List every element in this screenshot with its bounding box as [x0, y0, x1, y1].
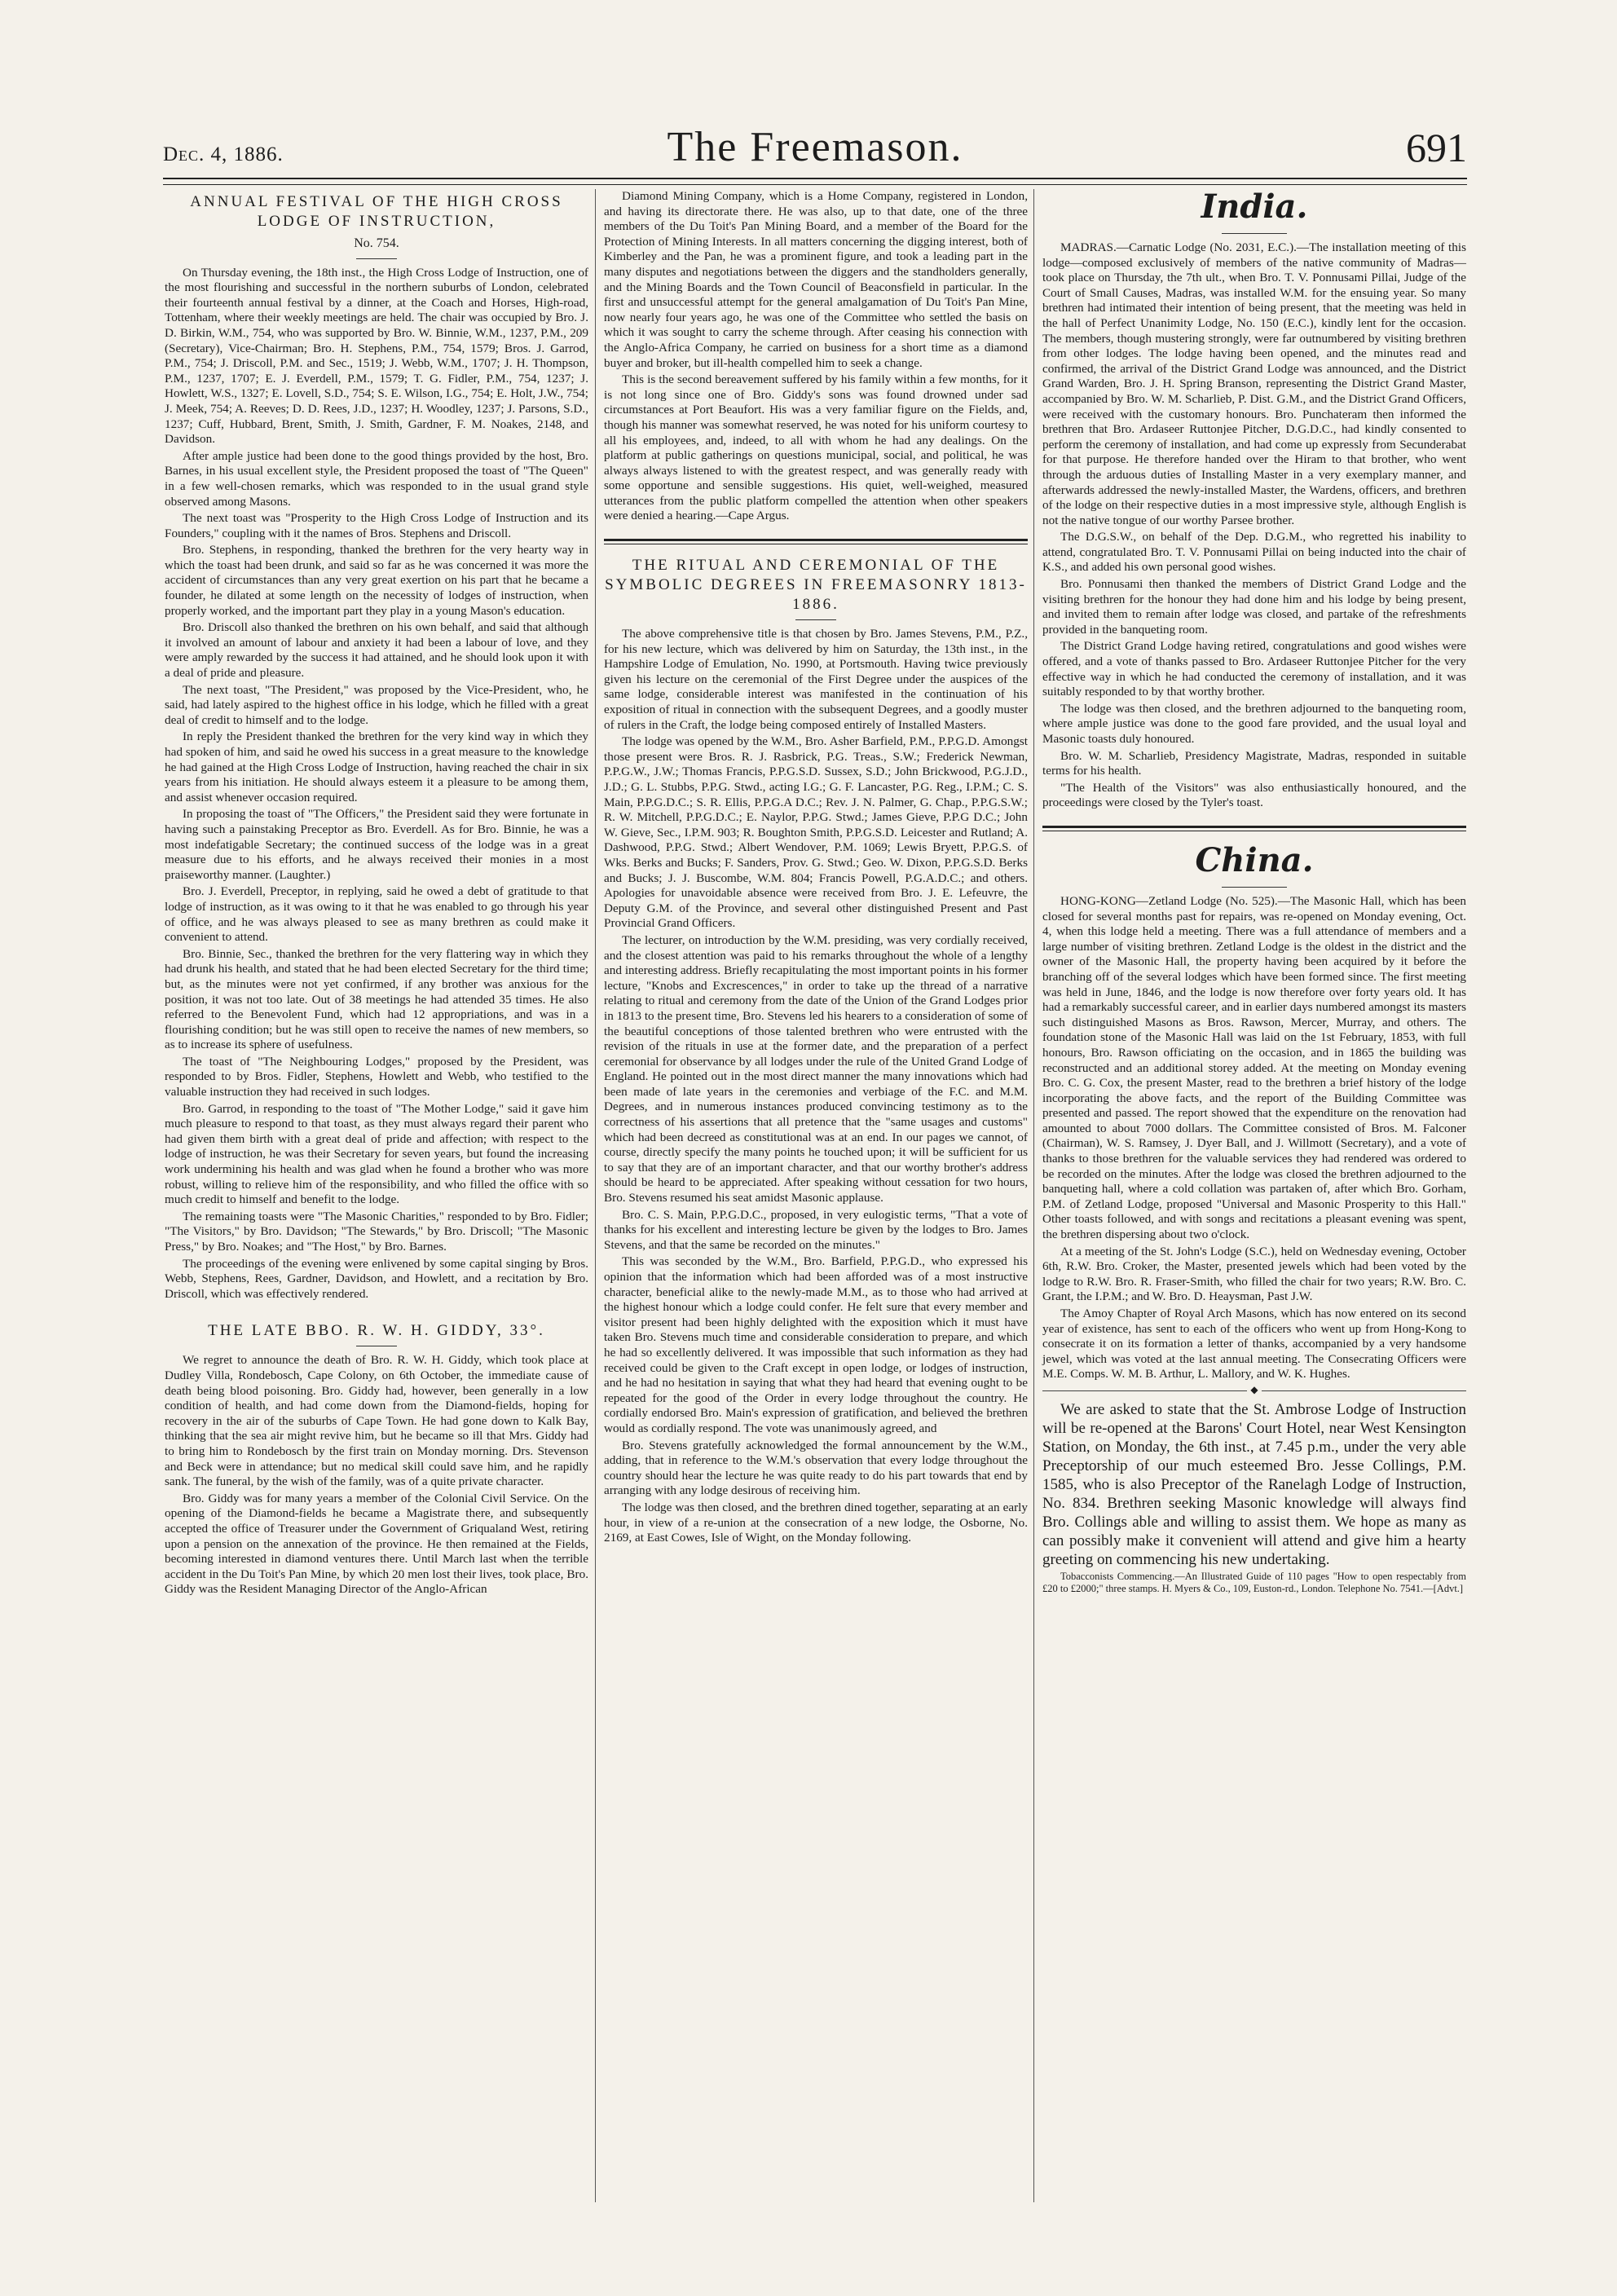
paragraph: MADRAS.—Carnatic Lodge (No. 2031, E.C.).—The installation meeting of this lodge—composed exclusively of members of the native community of Madras—took place on Thursday, the 7th ult., when Bro. T. V. Ponnusami Pillai, Judge of the Court of Small Causes, Madras, was installed W.M. for the ensuing year. So many brethren had intimated their intention of being present, that the meeting was held in the hall of Perfect Unanimity Lodge, No. 150 (E.C.), kindly lent for the occasion. The members, though mustering strongly, were far outnumbered by visiting brethren from other lodges. The lodge having been opened, and the minutes read and confirmed, the arrival of the District Grand Lodge was announced, and the District Grand Warden, Bro. J. H. Spring Branson, representing the District Grand Master, accompanied by Bro. W. M. Scharlieb, P. Dist. G.M., and the District Grand Officers, were received with the customary honours. Bro. Punchateram then informed the brethren that Bro. Ardaseer Ruttonjee Pitcher, D.G.D.C., had kindly consented to perform the ceremony of installation, and had come up expressly from Secunderabat for that purpose. He therefore handed over the Hiram to that brother, who went through the arduous duties of Installing Master in a very exemplary manner, and afterwards addressed the newly-installed Master, the Wardens, officers, and brethren of the lodge on their respective duties in a most impressive style, although English is not the native tongue of our worthy Parsee brother. — [1042, 240, 1466, 527]
heading-rule — [356, 258, 397, 259]
article-heading-festival: ANNUAL FESTIVAL OF THE HIGH CROSS LODGE OF INSTRUCTION, — [190, 193, 563, 230]
paragraph: The lodge was then closed, and the brethren adjourned to the banqueting room, where ample justice was done to the good fare provided, and the usual loyal and Masonic toasts duly honoured. — [1042, 701, 1466, 746]
paragraph: The next toast was "Prosperity to the High Cross Lodge of Instruction and its Founders," coupling with it the names of Bros. Stephens and Driscoll. — [165, 511, 588, 540]
heading-rule — [1222, 887, 1287, 888]
heading-rule — [1222, 233, 1287, 234]
column-2 — [604, 189, 1028, 2210]
paragraph: Diamond Mining Company, which is a Home Company, registered in London, and having its directorate there. He was also, up to that date, one of the three members of the Du Toit's Pan Mining Board, and a member of the Board for the Protection of Mining Interests. In all matters concerning the digging interest, both of Kimberley and the Pan, he was a prominent figure, and took a leading part in the many disputes and negotiations between the diggers and the standholders generally, and the Mining Boards and the Town Council of Beaconsfield in particular. In the first and unsuccessful attempt for the general amalgamation of Du Toit's Pan Mine, now nearly four years ago, he was one of the Committee who settled the basis on which it was sought to carry the scheme through. After ceasing his connection with the Anglo-Africa Company, he carried on business for a short time as a diamond buyer and broker, but ill-health compelled him to seek a change. — [604, 189, 1028, 370]
paragraph: HONG-KONG—Zetland Lodge (No. 525).—The Masonic Hall, which has been closed for several months past for repairs, was re-opened on Monday evening, Oct. 4, when this lodge held a meeting. There was a full attendance of members and a large number of visiting brethren. Zetland Lodge is the oldest in the district and the owner of the Masonic Hall, the property having been acquired by it before the branching off of the several lodges which have been formed since. The first meeting was held in June, 1846, and the lodge is now therefore over forty years old. It has had a remarkably successful career, and in earlier days numbered amongst its masters such distinguished Masons as Bros. Rawson, Mercer, Murray, and others. The foundation stone of the Masonic Hall was laid on the 1st February, 1853, with full honours, Bro. Rawson officiating on the occasion, and in 1865 the building was reconstructed and an additional storey added. At the meeting on Monday evening Bro. C. G. Cox, the present Master, read to the brethren a brief history of the lodge incorporating the above facts, and the report of the Building Committee was presented and passed. The report showed that the expenditure on the renovation had amounted to about 7000 dollars. The Committee consisted of Bros. M. Falconer (Chairman), W. S. Ramsey, J. Dyer Ball, and J. Willmott (Secretary), and a vote of thanks to those brethren for the valuable services they had rendered was ordered to be recorded on the minutes. After the lodge was closed the brethren adjourned to the banqueting hall, where a cold collation was partaken of, after which Bro. Gorham, P.M. of Zetland Lodge, proposed "Universal and Masonic Prosperity to this Hall." Other toasts followed, and with songs and recitations a pleasant evening was spent, the brethren dispersing about two o'clock. — [1042, 893, 1466, 1242]
paragraph: Bro. Stevens gratefully acknowledged the formal announcement by the W.M., adding, that in reference to the W.M.'s observation that every lodge throughout the country should hear the lecture he was quite ready to do his part towards that end by arranging with any lodge desirous of receiving him. — [604, 1438, 1028, 1498]
paragraph: Bro. Garrod, in responding to the toast of "The Mother Lodge," said it gave him much pleasure to respond to that toast, as they must always regard their parent who had given them birth with a great deal of pride and affection; with respect to the lodge of instruction, he was their Secretary for seven years, but found the increasing work undermining his health and was glad when he found a brother who was more robust, willing to relieve him of the responsibility, and who filled the office with so much credit to himself and benefit to the lodge. — [165, 1101, 588, 1207]
issue-date: Dec. 4, 1886. — [163, 143, 284, 165]
paragraph: Bro. Driscoll also thanked the brethren on his own behalf, and said that although it involved an amount of labour and anxiety it had been a labour of love, and they were amply rewarded by the success it had attained, and he should look upon it with a deal of pride and pleasure. — [165, 620, 588, 681]
section-heading-india: India. — [1201, 187, 1308, 226]
masthead — [163, 114, 1467, 171]
article-body-india — [1042, 240, 1466, 811]
paragraph: Bro. W. M. Scharlieb, Presidency Magistrate, Madras, responded in suitable terms for his health. — [1042, 748, 1466, 778]
paragraph: Bro. Stephens, in responding, thanked the brethren for the very hearty way in which the toast had been drunk, and said so far as he was concerned it was more the accident of circumstances than any very great exertion on his part that he became a founder, he dilated at some length on the necessity of lodges of instruction, when properly worked, and the important part they play in a young Mason's education. — [165, 543, 588, 618]
column-divider — [595, 189, 596, 2202]
section-break — [604, 539, 1028, 544]
article-body-festival — [165, 266, 588, 1302]
paragraph: In proposing the toast of "The Officers," the President said they were fortunate in having such a painstaking Preceptor as Bro. Everdell. As for Bro. Binnie, he was a most indefatigable Secretary; the continued success of the lodge was in a great measure due to his efforts, and he always received their monies in a most praiseworthy manner. (Laughter.) — [165, 807, 588, 882]
column-1 — [165, 189, 588, 2210]
paragraph: The District Grand Lodge having retired, congratulations and good wishes were offered, and a vote of thanks passed to Bro. Ardaseer Ruttonjee Pitcher for the very effective way in which he had conducted the ceremony of installation, and it was suitably responded to by that worthy brother. — [1042, 639, 1466, 699]
article-body-giddy — [165, 1353, 588, 1598]
ornamental-rule: ◆ — [1042, 1390, 1466, 1392]
section-heading-china: China. — [1195, 840, 1314, 879]
advertisement-tobacconists: Tobacconists Commencing.—An Illustrated Guide of 110 pages "How to open respectably from £20 to £2000;" three stamps. H. Myers & Co., 109, Euston-rd., London. Telephone No. 7541.—[Advt.] — [1042, 1570, 1466, 1594]
paragraph: The above comprehensive title is that chosen by Bro. James Stevens, P.M., P.Z., for his new lecture, which was delivered by him on Saturday, the 13th inst., in the Hampshire Lodge of Emulation, No. 1990, at Portsmouth. Having twice previously given his lecture on the ceremonial of the First Degree under the auspices of the same lodge, considerable interest was manifested in the continuation of his exposition of ritual in connection with the subsequent Degrees, and a goodly muster of rulers in the Craft, the lodge being composed entirely of Installed Masters. — [604, 627, 1028, 732]
paragraph: Bro. Ponnusami then thanked the members of District Grand Lodge and the visiting brethren for the honour they had done him and his lodge by being present, and invited them to remain after lodge was closed, and partake of the refreshments provided in the banqueting room. — [1042, 577, 1466, 637]
column-3 — [1042, 189, 1466, 2210]
column-divider — [1033, 189, 1034, 2202]
article-heading-ritual: THE RITUAL AND CEREMONIAL OF THE SYMBOLIC DEGREES IN FREEMASONRY 1813-1886. — [605, 557, 1027, 614]
paragraph: The proceedings of the evening were enlivened by some capital singing by Bros. Webb, Stephens, Rees, Gardner, Davidson, and Howlett, and a recitation by Bro. Driscoll, which was effectively rendered. — [165, 1256, 588, 1301]
paragraph: This was seconded by the W.M., Bro. Barfield, P.P.G.D., who expressed his opinion that the information which had been afforded was of a most instructive character, beneficial alike to the newly-made M.M., as to those who had arrived at the highest honour which a lodge could confer. He felt sure that every member and visitor present had been highly delighted with the exposition which it must have taken Bro. Stevens much time and considerable consideration to prepare, and which he had so excellently delivered. It was impossible that such information as they had received could be given to the Craft except in open lodge, or lodges of instruction, and he had no hesitation in saying that what they had heard that evening ought to be repeated for the good of the Order in every lodge throughout the country. He cordially endorsed Bro. Main's expression of gratification, and believed the brethren would as cordially respond. The vote was unanimously agreed, and — [604, 1254, 1028, 1435]
paragraph: The remaining toasts were "The Masonic Charities," responded to by Bro. Fidler; "The Visitors," by Bro. Davidson; "The Stewards," by Bro. Driscoll; "The Masonic Press," by Bro. Noakes; and "The Host," by Bro. Barnes. — [165, 1209, 588, 1254]
section-break — [1042, 826, 1466, 831]
paragraph: In reply the President thanked the brethren for the very kind way in which they had spoken of him, and said he owed his success in a great measure to the knowledge he had gained at the High Cross Lodge of Instruction, having reached the chair in six years from his initiation. He should always esteem it a pleasure to be among them, and assist whenever occasion required. — [165, 729, 588, 804]
paragraph: At a meeting of the St. John's Lodge (S.C.), held on Wednesday evening, October 6th, R.W. Bro. Croker, the Master, presented jewels which had been voted by the lodge to R.W. Bro. R. Fraser-Smith, who filled the chair for two years; R.W. Bro. C. Grant, the I.P.M.; and W. Bro. D. Heaysman, Past J.W. — [1042, 1244, 1466, 1304]
paragraph: We regret to announce the death of Bro. R. W. H. Giddy, which took place at Dudley Villa, Rondebosch, Cape Colony, on 6th October, the immediate cause of death being blood poisoning. Bro. Giddy had, however, been generally in a low condition of health, and had come down from the Diamond-fields, hoping for recovery in the air of the suburbs of Cape Town. He had gone down to Kalk Bay, thinking that the sea air might revive him, but he became so ill that Mrs. Giddy had to bring him to Rondebosch by the first train on Monday morning. Drs. Stevenson and Beck were in attendance; but no medical skill could save him, and he rapidly sank. The funeral, by the wish of the family, was of a quite private character. — [165, 1353, 588, 1489]
heading-rule — [795, 619, 836, 620]
paragraph: The toast of "The Neighbouring Lodges," proposed by the President, was responded to by Bros. Fidler, Stephens, Howlett and Webb, who testified to the valuable instruction they had received in such lodges. — [165, 1054, 588, 1100]
paragraph: The lodge was then closed, and the brethren dined together, separating at an early hour, in view of a re-union at the consecration of a new lodge, the Osborne, No. 2169, at East Cowes, Isle of Wight, on the Monday following. — [604, 1500, 1028, 1545]
page-number: 691 — [1406, 125, 1467, 170]
notice-st-ambrose: We are asked to state that the St. Ambrose Lodge of Instruction will be re-opened at the Barons' Court Hotel, near West Kensington Station, on Monday, the 6th inst., at 7.45 p.m., under the very able Preceptorship of our much esteemed Bro. Jesse Collings, P.M. 1585, who is also Preceptor of the Ranelagh Lodge of Instruction, No. 834. Brethren seeking Masonic knowledge will always find Bro. Collings able and willing to assist them. We hope as many as can possibly make it convenient will attend and give him a hearty greeting on commencing his new undertaking. — [1042, 1400, 1466, 1568]
masthead-rule — [163, 178, 1467, 185]
paragraph: Bro. J. Everdell, Preceptor, in replying, said he owed a debt of gratitude to that lodge of instruction, as it was owing to it that he was enabled to go through his year of office, and he was always pleased to see as many brethren as could make it convenient to attend. — [165, 884, 588, 945]
newspaper-title: The Freemason. — [667, 124, 963, 170]
paragraph: This is the second bereavement suffered by his family within a few months, for it is not long since one of Bro. Giddy's sons was found drowned under sad circumstances at Port Beaufort. His was a very familiar figure on the Fields, and, though his manner was somewhat reserved, he was noted for his uniform courtesy to all his employees, and, indeed, to all with whom he had any dealings. On the platform at public gatherings on questions municipal, social, and political, he was always always listened to with the greatest respect, and was generally ready with some opportune and sensible suggestions. His quiet, well-weighed, measured utterances from the public platform compelled the attention when other speakers were denied a hearing.—Cape Argus. — [604, 372, 1028, 523]
paragraph: The lodge was opened by the W.M., Bro. Asher Barfield, P.M., P.P.G.D. Amongst those present were Bros. R. J. Rasbrick, P.G. Treas., S.W.; Frederick Newman, P.P.G.W., J.W.; Thomas Francis, P.P.G.S.D. Sussex, S.D.; John Brickwood, P.G.J.D., J.D.; G. L. Stubbs, P.P.G. Stwd., acting I.G.; G. F. Lancaster, P.G. Reg., I.P.M.; C. S. Main, P.P.G.D.C.; S. R. Ellis, P.P.G.A D.C.; Rev. J. N. Palmer, G. Chap., P.P.G.S.W.; R. W. Mitchell, P.P.G.D.C.; E. Naylor, P.P.G. Stwd.; James Gieve, P.P.G D.C.; John W. Gieve, Sec., I.P.M. 903; R. Boughton Smith, P.P.G.S.D. Leicester and Rutland; A. Dashwood, P.P.G. Stwd.; Albert Wendover, P.M. 1069; Lewis Bryett, P.P.G.S. of Wks. Berks and Bucks; F. Sanders, Prov. G. Stwd.; Geo. W. Dixon, P.P.G.S.D. Berks and Bucks; J. J. Buscombe, W.M. 804; Francis Powell, P.G.A.D.C.; and others. Apologies for unavoidable absence were received from Bro. J. E. Lefeuvre, the Deputy G.M. of the Province, and several other distinguished Present and Past Provincial Grand Officers. — [604, 734, 1028, 931]
paragraph: Bro. Giddy was for many years a member of the Colonial Civil Service. On the opening of the Diamond-fields he became a Magistrate there, and subsequently accepted the office of Treasurer under the Government of Griqualand West, retiring upon a pension on the annexation of the province. He then remained at the Fields, becoming interested in diamond ventures there. Until March last when the terrible accident in the Du Toit's Pan Mine, by which 20 men lost their lives, took place, Bro. Giddy was the Resident Managing Director of the Anglo-African — [165, 1491, 588, 1597]
article-body-china — [1042, 894, 1466, 1382]
paragraph: The Amoy Chapter of Royal Arch Masons, which has now entered on its second year of existence, has sent to each of the officers who went up from Hong-Kong to consecrate it on its formation a letter of thanks, accompanied by a very handsome jewel, which was voted at the last annual meeting. The Consecrating Officers were M.E. Comps. W. M. B. Arthur, L. Mallory, and W. K. Hughes. — [1042, 1307, 1466, 1382]
paragraph: The lecturer, on introduction by the W.M. presiding, was very cordially received, and the closest attention was paid to his remarks throughout the whole of a lengthy and interesting address. Briefly recapitulating the most important points in his former lecture, "Knobs and Excrescences," in order to take up the thread of a narrative relating to ritual and ceremony from the date of the Union of the Grand Lodges prior in 1813 to the present time, Bro. Stevens led his hearers to a consideration of some of the beautiful conceptions of those talented brethren who were entrusted with the revision of the rituals in use at the former date, and the preparation of a perfect ceremonial for observance by all lodges under the rule of the United Grand Lodge of England. He pointed out in the most direct manner the many innovations which had been made of late years in the ceremonies and verbiage of the F.C. and M.M. Degrees, and in numerous instances produced convincing testimony as to the correctness of his assertions that all pretence that the "same usages and customs" which had been decreed as constitutional was at an end. In our pages we cannot, of course, directly specify the many points he touched upon; it will be sufficient for us to say that they are of an important character, and that our worthy brother's address should be heard to be appreciated. After speaking without cessation for two hours, Bro. Stevens resumed his seat amidst Masonic applause. — [604, 932, 1028, 1205]
article-body-giddy-continued — [604, 189, 1028, 524]
paragraph: After ample justice had been done to the good things provided by the host, Bro. Barnes, in his usual excellent style, the President proposed the toast of "The Queen" in a few well-chosen remarks, which was responded to in the usual grand style observed among Masons. — [165, 448, 588, 509]
article-body-ritual — [604, 627, 1028, 1546]
article-subheading-lodge-number: No. 754. — [354, 236, 399, 250]
paragraph: The D.G.S.W., on behalf of the Dep. D.G.M., who regretted his inability to attend, congratulated Bro. T. V. Ponnusami Pillai on being inducted into the chair of K.S., and added his own personal good wishes. — [1042, 530, 1466, 575]
paragraph: Bro. C. S. Main, P.P.G.D.C., proposed, in very eulogistic terms, "That a vote of thanks for his excellent and interesting lecture be given by the lodges to Bro. James Stevens, and that the same be recorded on the minutes." — [604, 1207, 1028, 1252]
article-heading-giddy: THE LATE BBO. R. W. H. GIDDY, 33°. — [208, 1322, 545, 1340]
paragraph: On Thursday evening, the 18th inst., the High Cross Lodge of Instruction, one of the most flourishing and successful in the northern suburbs of London, celebrated their fourteenth annual festival by a dinner, at the Coach and Horses, High-road, Tottenham, where their weekly meetings are held. The chair was occupied by Bro. J. D. Birkin, W.M., 754, who was supported by Bro. W. Binnie, W.M., 1237, P.M., 209 (Secretary), Vice-Chairman; Bro. H. Stephens, P.M., 754, 1579; Bros. J. Garrod, P.M., 754; J. Driscoll, P.M. and Sec., 1519; J. Webb, W.M., 1707; J. H. Thompson, P.M., 1237, 1707; E. J. Everdell, P.M., 1579; T. G. Fidler, P.M., 754, 1237; J. Howlett, W.S., 1327; E. Lovell, S.D., 754; S. E. Wilson, I.G., 754; E. Holt, J.W., 754; J. Meek, 754; A. Reeves; D. D. Rees, J.D., 1237; H. Woodley, 1237; J. Parsons, S.D., 1237; Cuff, Hubbard, Brent, Smith, J. Smith, Gardner, F. M. Noakes, 2148, and Davidson. — [165, 265, 588, 447]
paragraph: "The Health of the Visitors" was also enthusiastically honoured, and the proceedings were closed by the Tyler's toast. — [1042, 780, 1466, 810]
paragraph: The next toast, "The President," was proposed by the Vice-President, who, he said, had lately aspired to the highest office in his lodge, which he filled with a great deal of credit to himself and to the lodge. — [165, 682, 588, 727]
paragraph: Bro. Binnie, Sec., thanked the brethren for the very flattering way in which they had drunk his health, and stated that he had been elected Secretary for the third time; but, as the minutes were not yet confirmed, if any brother was anxious for the position, it was not too late. Out of 38 meetings he had attended 35 times. He also referred to the Benevolent Fund, which had 12 appropriations, and was in a flourishing condition; but he was still open to receive the names of new members, so as to increase its sphere of usefulness. — [165, 946, 588, 1052]
